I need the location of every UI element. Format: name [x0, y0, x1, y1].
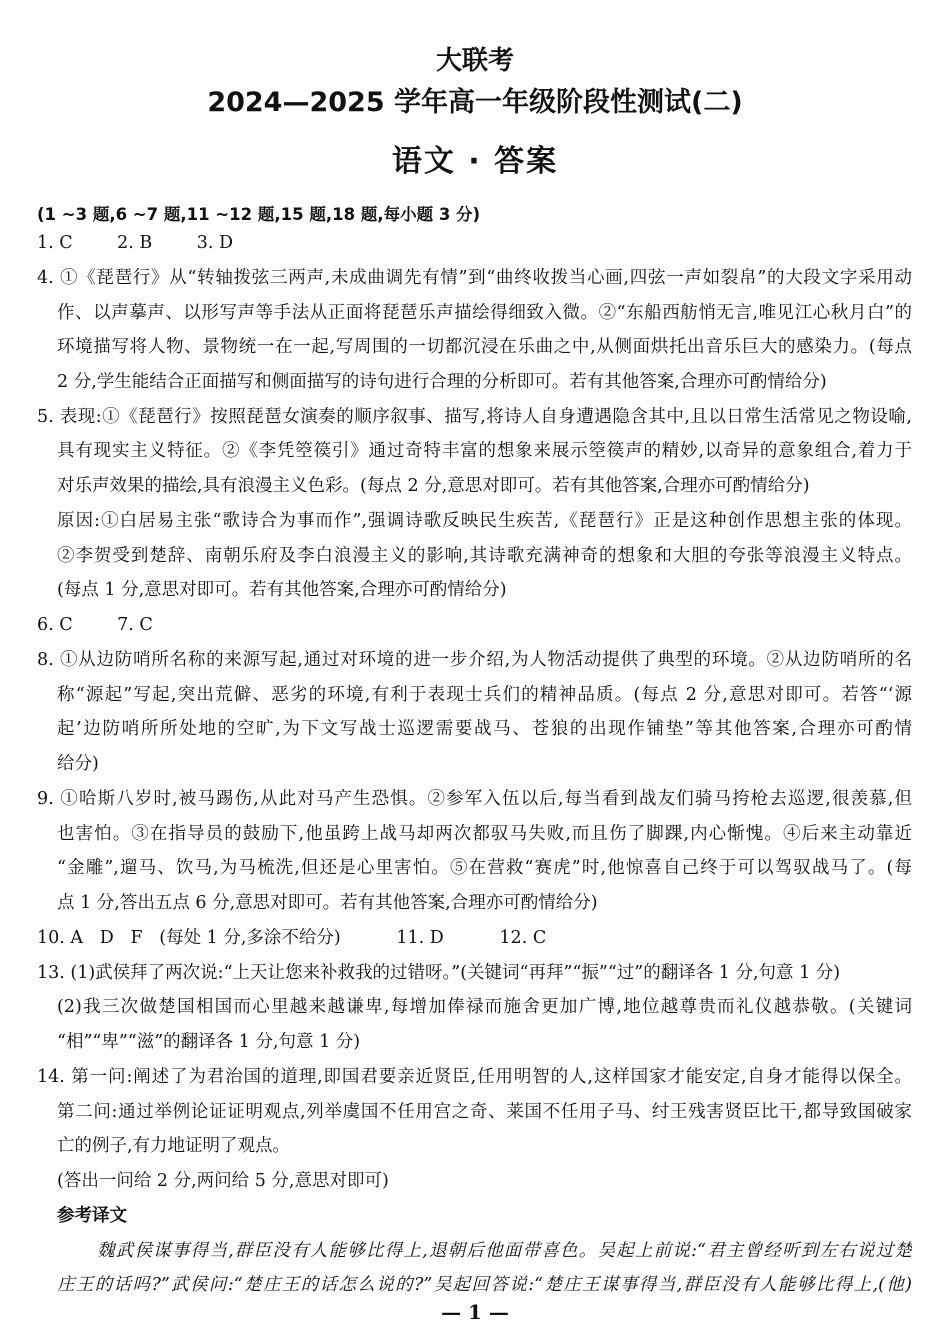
answer-line: 亡的例子,有力地证明了观点。: [57, 1136, 291, 1156]
reference-translation-heading: 参考译文: [57, 1206, 127, 1226]
answer-line: 6. C 7. C: [37, 615, 153, 635]
answer-line: 8. ①从边防哨所名称的来源写起,通过对环境的进一步介绍,为人物活动提供了典型的环境。②从边防哨所的名: [37, 650, 912, 670]
answer-line: 作、以声摹声、以形写声等手法从正面将琵琶乐声描绘得细致入微。②“东船西舫悄无言,唯见江心秋月白”的: [57, 303, 912, 323]
answer-line: (每点 1 分,意思对即可。若有其他答案,合理亦可酌情给分): [57, 580, 507, 600]
answer-line: 给分): [57, 754, 99, 774]
page-number: — 1 —: [441, 1300, 509, 1324]
answer-line: 2 分,学生能结合正面描写和侧面描写的诗句进行合理的分析即可。若有其他答案,合理亦可酌情给分): [57, 372, 827, 392]
answer-line: 13. (1)武侯拜了两次说:“上天让您来补救我的过错呀。”(关键词“再拜”“振”“过”的翻译各 1 分,句意 1 分): [37, 963, 841, 983]
translation-line: 庄王的话吗?”武侯问:“楚庄王的话怎么说的?”吴起回答说:“楚庄王谋事得当,群臣没有人能够比得上,(他): [57, 1275, 912, 1295]
exam-name: 大联考: [435, 46, 514, 76]
answer-line: 1. C 2. B 3. D: [37, 233, 234, 253]
answer-line: 具有现实主义特征。②《李凭箜篌引》通过奇特丰富的想象来展示箜篌声的精妙,以奇异的意象组合,着力于: [57, 441, 912, 461]
answer-line: 原因:①白居易主张“歌诗合为事而作”,强调诗歌反映民生疾苦,《琵琶行》正是这种创作思想主张的体现。: [57, 511, 912, 531]
answer-line: 也害怕。③在指导员的鼓励下,他虽跨上战马却两次都驭马失败,而且伤了脚踝,内心惭愧。④后来主动靠近: [57, 824, 912, 844]
translation-line: 魏武侯谋事得当,群臣没有人能够比得上,退朝后他面带喜色。吴起上前说:“君主曾经听到左右说过楚: [97, 1241, 912, 1261]
answer-line: 第二问:通过举例论证证明观点,列举虞国不任用宫之奇、莱国不任用子马、纣王残害贤臣比干,都导致国破家: [57, 1102, 912, 1122]
answer-line: ②李贺受到楚辞、南朝乐府及李白浪漫主义的影响,其诗歌充满神奇的想象和大胆的夸张等浪漫主义特点。: [57, 546, 912, 566]
answer-line: 4. ①《琵琶行》从“转轴拨弦三两声,未成曲调先有情”到“曲终收拨当心画,四弦一声如裂帛”的大段文字采用动: [37, 268, 912, 288]
subject-title: 语文 · 答案: [391, 144, 559, 179]
answer-line: 14. 第一问:阐述了为君治国的道理,即国君要亲近贤臣,任用明智的人,这样国家才能安定,自身才能得以保全。: [37, 1067, 912, 1087]
answer-line: 起’边防哨所所处地的空旷,为下文写战士巡逻需要战马、苍狼的出现作铺垫”等其他答案,合理亦可酌情: [57, 719, 912, 739]
answer-line: (2)我三次做楚国相国而心里越来越谦卑,每增加俸禄而施舍更加广博,地位越尊贵而礼仪越恭敬。(关键词: [57, 997, 912, 1017]
score-note: (1 ~3 题,6 ~7 题,11 ~12 题,15 题,18 题,每小题 3 分): [37, 205, 481, 224]
answer-line: 9. ①哈斯八岁时,被马踢伤,从此对马产生恐惧。②参军入伍以后,每当看到战友们骑马挎枪去巡逻,很羡慕,但: [37, 789, 912, 809]
answer-line: 对乐声效果的描绘,具有浪漫主义色彩。(每点 2 分,意思对即可。若有其他答案,合理亦可酌情给分): [57, 476, 810, 496]
exam-title: 2024—2025 学年高一年级阶段性测试(二): [207, 87, 743, 118]
answer-line: (答出一问给 2 分,两问给 5 分,意思对即可): [57, 1171, 389, 1191]
answer-line: 称“源起”写起,突出荒僻、恶劣的环境,有利于表现士兵们的精神品质。(每点 2 分,意思对即可。若答“‘源: [57, 685, 912, 705]
answer-line: “相”“卑”“滋”的翻译各 1 分,句意 1 分): [57, 1032, 361, 1052]
answer-line: 环境描写将人物、景物统一在一起,写周围的一切都沉浸在乐曲之中,从侧面烘托出音乐巨大的感染力。(每点: [57, 337, 912, 357]
answer-line: 点 1 分,答出五点 6 分,意思对即可。若有其他答案,合理亦可酌情给分): [57, 893, 598, 913]
answer-line: 5. 表现:①《琵琶行》按照琵琶女演奏的顺序叙事、描写,将诗人自身遭遇隐含其中,且以日常生活常见之物设喻,: [37, 407, 912, 427]
answer-line: 10. A D F (每处 1 分,多涂不给分) 11. D 12. C: [37, 928, 547, 948]
answer-line: “金雕”,遛马、饮马,为马梳洗,但还是心里害怕。⑤在营救“赛虎”时,他惊喜自己终于可以驾驭战马了。(每: [57, 858, 912, 878]
